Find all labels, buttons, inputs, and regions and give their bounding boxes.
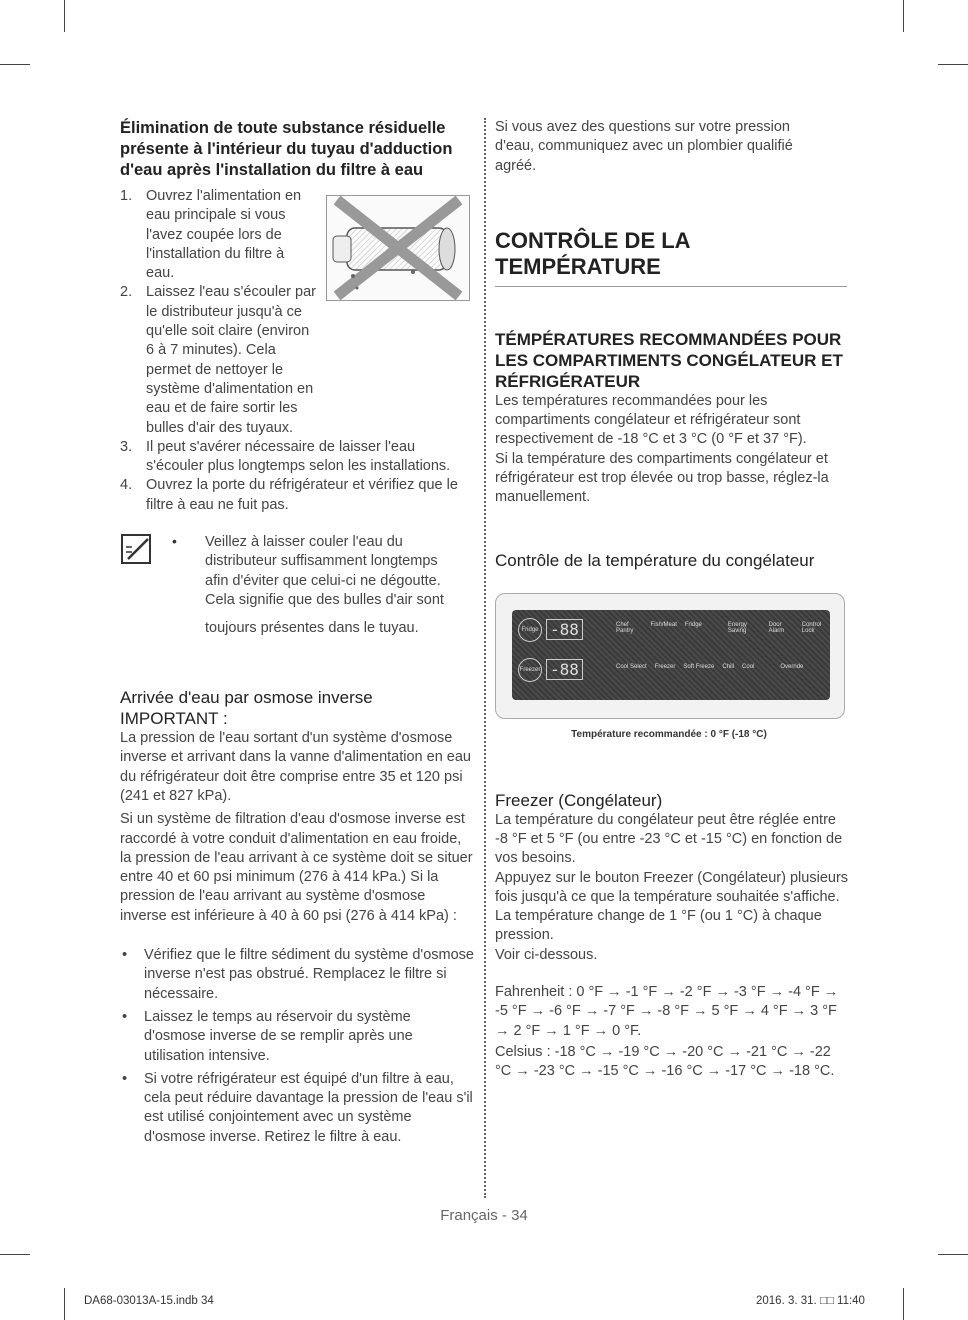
crop-mark — [64, 0, 65, 32]
print-date: 2016. 3. 31. □□ 11:40 — [756, 1295, 865, 1307]
list-item — [120, 476, 476, 515]
filter-illustration — [326, 195, 470, 301]
freezer-button[interactable]: Freezer — [518, 658, 542, 682]
freezer-mode-label: Freezer — [654, 663, 676, 670]
fridge-row — [518, 618, 583, 642]
paragraph: Appuyez sur le bouton Freezer (Congélateur) plusieurs fois jusqu'à ce que la température souhaitée s'affiche. La température change de 1 °F (ou 1 °C) à chaque pression. — [495, 869, 849, 944]
section-title-freezer: Freezer (Congélateur) — [495, 790, 663, 810]
step-text: Ouvrez la porte du réfrigérateur et vérifiez que le filtre à eau ne fuit pas. — [146, 477, 458, 513]
control-lock-button[interactable]: Control Lock — [801, 621, 822, 634]
step-number: 3. — [120, 438, 133, 455]
bullet-icon: • — [122, 1070, 128, 1087]
cool-label: Cool — [742, 663, 755, 670]
step-number: 4. — [120, 477, 133, 494]
step-text: Ouvrez l'alimentation en eau principale si vous l'avez coupée lors de l'installation du filtre à eau. — [146, 188, 302, 282]
crop-mark — [903, 1288, 904, 1320]
energy-saving-button[interactable]: Energy Saving — [727, 621, 747, 634]
bullet-list — [120, 946, 476, 1147]
section-title-control: Contrôle de la température du congélateur — [495, 550, 815, 570]
row1-labels — [616, 622, 830, 634]
fahrenheit-sequence: Fahrenheit : 0 °F → -1 °F → -2 °F → -3 °F → -4 °F → -5 °F → -6 °F → -7 °F → -8 °F → 5 °F → 4 °F → 3 °F → 2 °F → 1 °F → 0 °F. — [495, 984, 839, 1039]
intro-paragraph: Si vous avez des questions sur votre pression d'eau, communiquez avec un plombier qualifié agréé. — [495, 119, 793, 174]
step-number: 2. — [120, 284, 133, 301]
list-item — [120, 1070, 476, 1147]
note-text-continued: toujours présentes dans le tuyau. — [205, 620, 419, 637]
list-item — [120, 438, 476, 477]
chef-pantry-label: Chef Pantry — [616, 621, 634, 634]
section-title-ro: Arrivée d'eau par osmose inverse — [120, 688, 373, 708]
file-name: DA68-03013A-15.indb 34 — [84, 1295, 214, 1307]
page-title: CONTRÔLE DE LA TEMPÉRATURE — [495, 227, 690, 279]
bullet-text: Vérifiez que le filtre sédiment du système d'osmose inverse n'est pas obstrué. Remplacez le filtre si nécessaire. — [144, 947, 474, 1002]
fridge-button[interactable]: Fridge — [518, 618, 542, 642]
soft-freeze-label: Soft Freeze — [683, 663, 715, 670]
fish-meat-label: Fish/Meat — [650, 621, 677, 628]
bullet-icon: • — [172, 533, 177, 550]
note-text: Veillez à laisser couler l'eau du distributeur suffisamment longtemps afin d'éviter que celui-ci ne dégoutte. Cela signifie que des bulles d'air sont — [205, 534, 444, 608]
title-rule — [495, 286, 847, 287]
bullet-text: Si votre réfrigérateur est équipé d'un filtre à eau, cela peut réduire davantage la pression de l'eau s'il est utilisé conjointement avec un système d'osmose inverse. Retirez le filtre à eau. — [144, 1070, 473, 1145]
note-icon — [120, 533, 156, 567]
panel-caption: Température recommandée : 0 °F (-18 °C) — [571, 728, 767, 740]
cool-select-button[interactable]: Cool Select — [616, 663, 647, 670]
freezer-temp-display: -88 — [546, 659, 583, 680]
crop-mark — [903, 0, 904, 32]
bullet-icon: • — [122, 1008, 128, 1025]
column-divider — [484, 118, 486, 1198]
page-number: Français - 34 — [440, 1207, 528, 1224]
note-block — [120, 533, 476, 643]
step-number: 1. — [120, 188, 133, 204]
list-item — [120, 1008, 476, 1066]
fridge-label: Fridge — [684, 621, 702, 628]
paragraph: Les températures recommandées pour les compartiments congélateur et réfrigérateur sont respectivement de -18 °C et 3 °C (0 °F et 37 °F). — [495, 392, 807, 448]
paragraph: La température du congélateur peut être réglée entre -8 °F et 5 °F (ou entre -23 °C et -15 °C) en fonction de vos besoins. — [495, 811, 843, 867]
control-panel — [512, 610, 830, 700]
fridge-temp-display: -88 — [546, 619, 583, 640]
list-item — [120, 283, 316, 437]
crop-mark — [0, 64, 30, 65]
left-column — [120, 118, 476, 1151]
celsius-sequence: Celsius : -18 °C → -19 °C → -20 °C → -21 °C → -22 °C → -23 °C → -15 °C → -16 °C → -17 °C → -18 °C. — [495, 1043, 835, 1080]
freezer-row — [518, 658, 583, 682]
paragraph: Si un système de filtration d'eau d'osmose inverse est raccordé à votre conduit d'alimentation en eau froide, la pression de l'eau arrivant à ce système doit se situer entre 40 et 60 psi minimum (276 à 414 kPa.) Si la pression de l'eau arrivant au système d'osmose inverse est inférieure à 40 à 60 psi (276 à 414 kPa) : — [120, 811, 473, 924]
bullet-icon: • — [122, 947, 128, 964]
paragraph: Voir ci-dessous. — [495, 946, 598, 963]
step-text: Laissez l'eau s'écouler par le distributeur jusqu'à ce qu'elle soit claire (environ 6 à 7 minutes). Cela permet de nettoyer le système d'alimentation en eau et de faire sortir les bulles d'air des tuyaux. — [146, 284, 316, 436]
crop-mark — [938, 1254, 968, 1255]
paragraph: Si la température des compartiments congélateur et réfrigérateur est trop élevée ou trop basse, réglez-la manuellement. — [495, 450, 829, 506]
step-text: Il peut s'avérer nécessaire de laisser l'eau s'écouler plus longtemps selon les installations. — [146, 438, 451, 475]
filter-x-icon — [327, 196, 469, 300]
list-item — [120, 187, 316, 283]
control-panel-illustration — [495, 593, 845, 719]
crop-mark — [0, 1254, 30, 1255]
list-item — [120, 946, 476, 1004]
section-title-recommended: TÉMPÉRATURES RECOMMANDÉES POUR LES COMPARTIMENTS CONGÉLATEUR ET RÉFRIGÉRATEUR — [495, 329, 843, 391]
row2-labels — [616, 664, 803, 670]
important-label: IMPORTANT : — [120, 709, 228, 729]
bullet-text: Laissez le temps au réservoir du système d'osmose inverse de se remplir après une utilisation intensive. — [144, 1008, 413, 1064]
override-button[interactable]: Override — [780, 663, 804, 670]
right-column — [495, 118, 851, 1082]
section-title-residue: Élimination de toute substance résiduelle présente à l'intérieur du tuyau d'adduction d'eau après l'installation du filtre à eau — [120, 119, 453, 179]
chill-label: Chill — [722, 663, 735, 670]
door-alarm-button[interactable]: Door Alarm — [768, 621, 785, 634]
crop-mark — [938, 64, 968, 65]
crop-mark — [64, 1288, 65, 1320]
paragraph: La pression de l'eau sortant d'un système d'osmose inverse et arrivant dans la vanne d'alimentation en eau du réfrigérateur doit être comprise entre 35 et 120 psi (241 et 827 kPa). — [120, 730, 471, 804]
